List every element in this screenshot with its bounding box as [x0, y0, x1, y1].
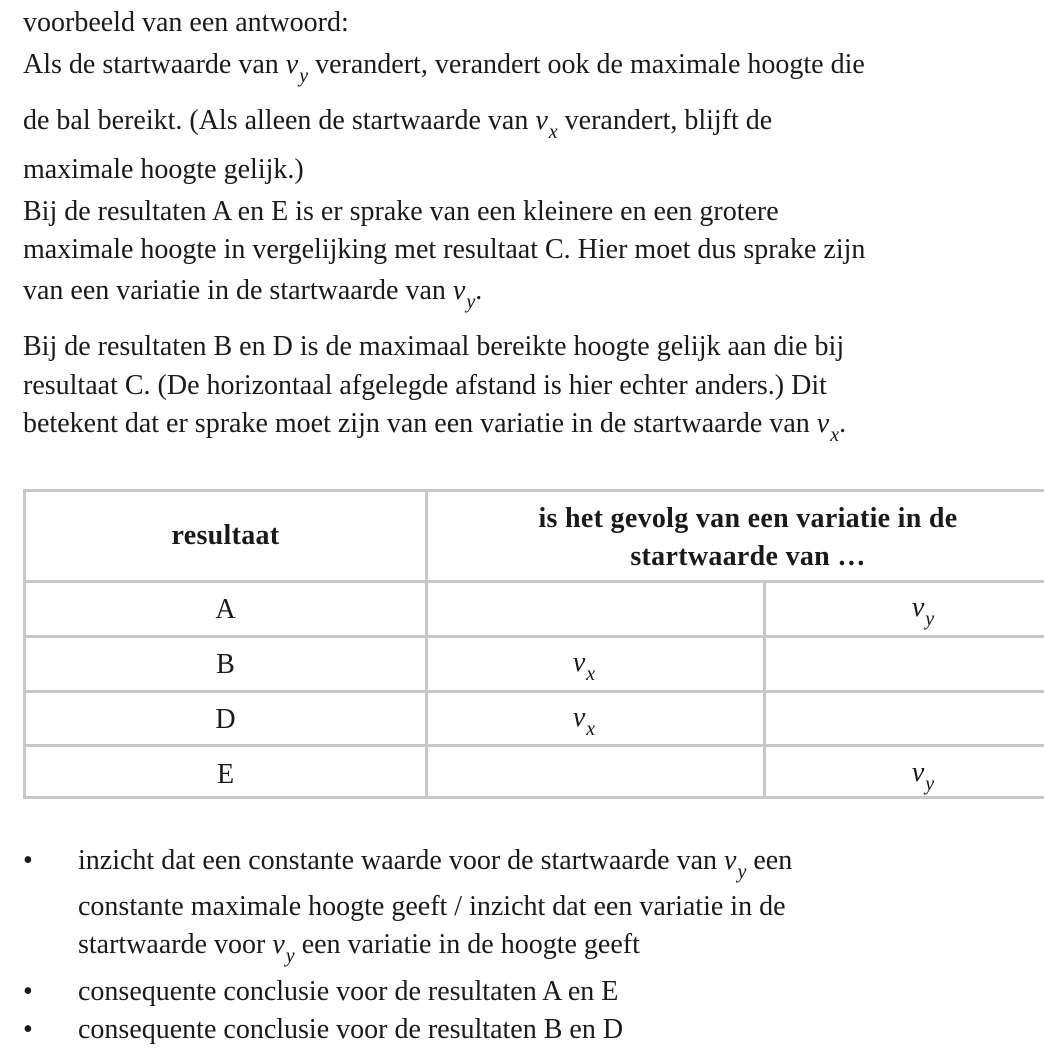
intro-line-2	[23, 49, 865, 87]
bullet-1-line-2: constante maximale hoogte geeft / inzicht dat een variatie in de	[78, 891, 786, 922]
variable-vx: $v_x$	[816, 408, 840, 446]
intro-line-1: voorbeeld van een antwoord:	[23, 7, 349, 38]
intro-line-4: maximale hoogte gelijk.)	[23, 154, 304, 185]
intro-line-10-text-b: .	[839, 408, 847, 439]
table-row-label: A	[215, 594, 236, 625]
intro-line-10-text-a: betekent dat er sprake moet zijn van een variatie in de startwaarde van	[23, 408, 817, 439]
table-cell-vy: $v_y$	[911, 757, 935, 795]
variable-vy: $v_y$	[724, 845, 747, 883]
results-table	[23, 489, 1044, 799]
table-row-divider	[26, 690, 1044, 693]
table-row-label: B	[216, 649, 235, 680]
intro-line-3	[23, 105, 773, 143]
table-header-variation-line-1: is het gevolg van een variatie in de	[538, 503, 958, 534]
intro-line-7	[23, 275, 483, 313]
bullet-marker: •	[23, 976, 33, 1007]
intro-line-5: Bij de resultaten A en E is er sprake van een kleinere en een grotere	[23, 196, 779, 227]
table-row-divider	[26, 744, 1044, 747]
bullet-1-line-3: startwaarde voor $v_y$ een variatie in de hoogte geeft	[78, 929, 640, 967]
intro-line-3-text-b: verandert, blijft de	[557, 105, 773, 136]
variable-vx: $v_x$	[535, 105, 558, 143]
table-header-variation-line-2: startwaarde van …	[630, 541, 866, 572]
bullet-1-line-1: inzicht dat een constante waarde voor de startwaarde van $v_y$ een	[78, 845, 793, 883]
variable-vy: $v_y$	[272, 929, 295, 967]
intro-line-7-text-b: .	[475, 275, 483, 306]
table-row-label: E	[216, 759, 235, 790]
table-cell-vy: $v_y$	[911, 592, 935, 630]
bullet-marker: •	[23, 1014, 33, 1045]
table-cell-vx: $v_x$	[572, 647, 596, 685]
intro-line-6: maximale hoogte in vergelijking met resultaat C. Hier moet dus sprake zijn	[23, 234, 866, 265]
intro-line-7-text-a: van een variatie in de startwaarde van	[23, 275, 453, 306]
bullet-2: consequente conclusie voor de resultaten A en E	[78, 976, 619, 1007]
table-header-resultaat: resultaat	[171, 520, 280, 551]
intro-line-8: Bij de resultaten B en D is de maximaal bereikte hoogte gelijk aan die bij	[23, 331, 845, 362]
table-col-divider	[425, 492, 428, 796]
variable-vy: $v_y$	[452, 275, 476, 313]
intro-line-3-text-a: de bal bereikt. (Als alleen de startwaarde van	[23, 105, 536, 136]
bullet-3: consequente conclusie voor de resultaten B en D	[78, 1014, 624, 1045]
bullet-marker: •	[23, 845, 33, 876]
intro-line-2-text-a: Als de startwaarde van	[23, 49, 286, 80]
intro-line-2-text-b: verandert, verandert ook de maximale hoogte die	[308, 49, 865, 80]
intro-line-10	[23, 408, 847, 446]
table-row-divider	[26, 580, 1044, 583]
intro-line-9: resultaat C. (De horizontaal afgelegde afstand is hier echter anders.) Dit	[23, 370, 827, 401]
variable-vy: $v_y$	[285, 49, 309, 87]
table-row-divider	[26, 635, 1044, 638]
table-cell-vx: $v_x$	[572, 702, 596, 740]
table-col-divider	[763, 580, 766, 796]
table-row-label: D	[215, 704, 236, 735]
